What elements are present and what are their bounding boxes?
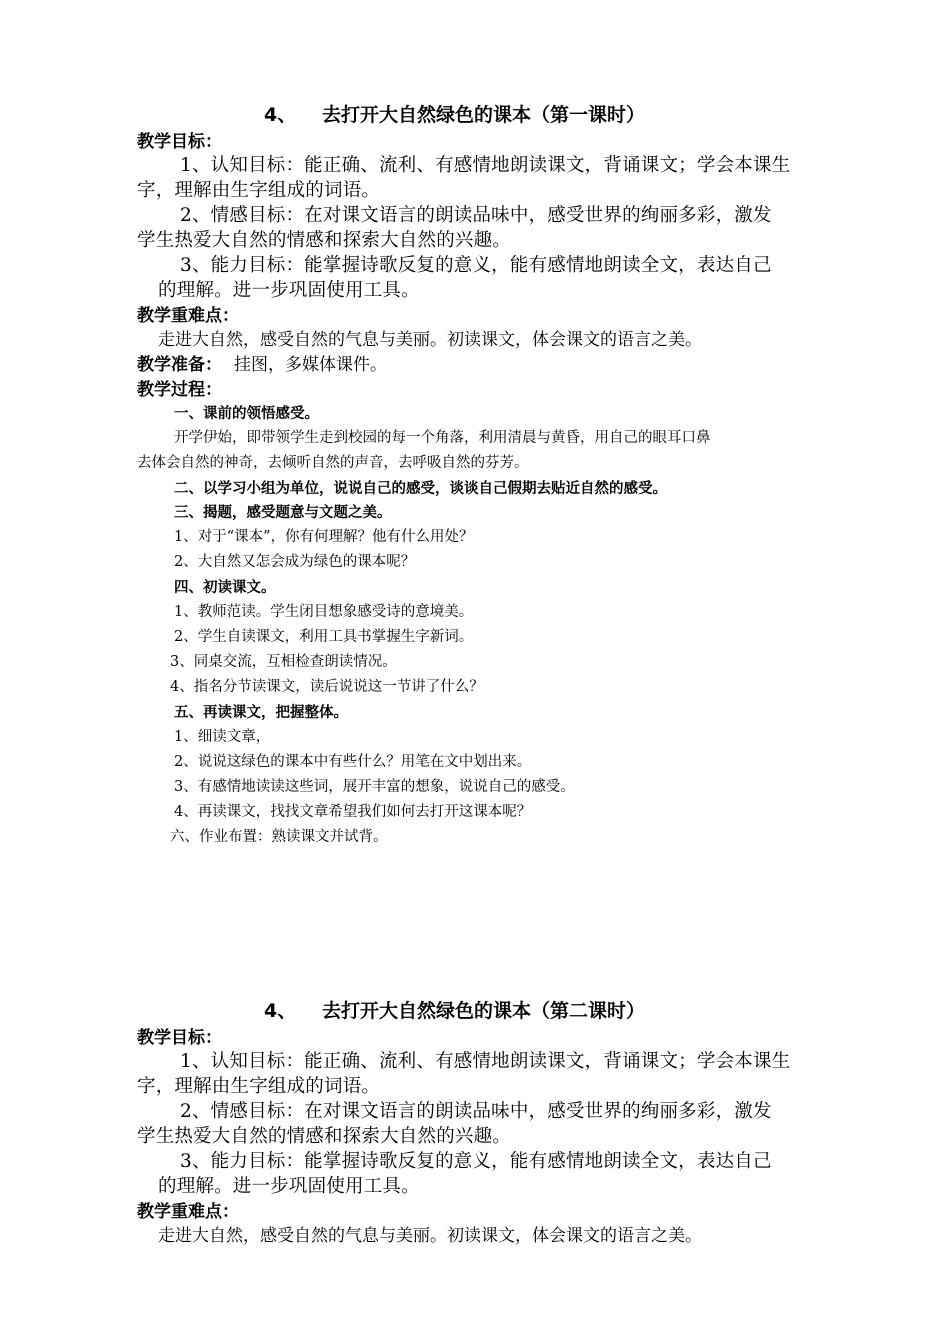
lesson1-section4-item4: 4、指名分节读课文，读后说说这一节讲了什么？ — [170, 679, 484, 695]
lesson2-goal3-line1: 3、能力目标：能掌握诗歌反复的意义，能有感情地朗读全文，表达自己 — [180, 1151, 772, 1172]
lesson1-section1-para-line1: 开学伊始，即带领学生走到校园的每一个角落，利用清晨与黄昏，用自己的眼耳口鼻 — [174, 430, 711, 446]
lesson1-section4-title: 四、初读课文。 — [174, 580, 276, 596]
lesson1-section4-item2: 2、学生自读课文，利用工具书掌握生字新词。 — [174, 629, 474, 645]
lesson1-section2-title: 二、以学习小组为单位，说说自己的感受，谈谈自己假期去贴近自然的感受。 — [174, 481, 667, 497]
lesson1-section3-item2: 2、大自然又怎会成为绿色的课本呢？ — [174, 554, 416, 570]
lesson2-title — [264, 996, 645, 1023]
lesson1-goal3-line2: 的理解。进一步巩固使用工具。 — [158, 280, 420, 301]
lesson2-goal1-line2: 字，理解由生字组成的词语。 — [137, 1076, 381, 1097]
lesson1-prep — [137, 350, 387, 375]
lesson1-title — [264, 100, 645, 127]
lesson1-section3-title: 三、揭题，感受题意与文题之美。 — [174, 505, 392, 521]
lesson1-section5-item3: 3、有感情地读读这些词，展开丰富的想象，说说自己的感受。 — [174, 779, 575, 795]
lesson1-title-number: 4、 — [264, 104, 297, 126]
lesson1-section5-item1: 1、细读文章， — [174, 729, 271, 745]
lesson1-section1-title: 一、课前的领悟感受。 — [174, 406, 319, 422]
lesson2-goals-label: 教学目标： — [137, 1028, 222, 1048]
lesson1-key-label: 教学重难点： — [137, 306, 239, 326]
lesson2-title-text: 去打开大自然绿色的课本（第二课时） — [322, 1000, 646, 1022]
lesson2-goal2-line1: 2、情感目标：在对课文语言的朗读品味中，感受世界的绚丽多彩，激发 — [180, 1101, 772, 1122]
lesson1-section6: 六、作业布置：熟读课文并试背。 — [170, 829, 388, 845]
lesson1-prep-label: 教学准备： — [137, 355, 222, 375]
lesson1-section1-para-line2: 去体会自然的神奇，去倾听自然的声音，去呼吸自然的芬芳。 — [137, 455, 529, 471]
lesson1-goals-label: 教学目标： — [137, 132, 222, 152]
lesson2-title-number: 4、 — [264, 1000, 297, 1022]
lesson1-section4-item1: 1、教师范读。学生闭目想象感受诗的意境美。 — [174, 604, 474, 620]
lesson1-title-text: 去打开大自然绿色的课本（第一课时） — [322, 104, 646, 126]
lesson1-goal2-line1: 2、情感目标：在对课文语言的朗读品味中，感受世界的绚丽多彩，激发 — [180, 205, 772, 226]
lesson1-key-text: 走进大自然，感受自然的气息与美丽。初读课文，体会课文的语言之美。 — [158, 330, 702, 350]
lesson2-goal3-line2: 的理解。进一步巩固使用工具。 — [158, 1176, 420, 1197]
lesson2-key-label: 教学重难点： — [137, 1202, 239, 1222]
lesson1-section4-item3: 3、同桌交流，互相检查朗读情况。 — [170, 654, 397, 670]
lesson1-section5-title: 五、再读课文，把握整体。 — [174, 705, 348, 721]
lesson1-goal1-line2: 字，理解由生字组成的词语。 — [137, 180, 381, 201]
lesson2-key-text: 走进大自然，感受自然的气息与美丽。初读课文，体会课文的语言之美。 — [158, 1226, 702, 1246]
lesson2-goal2-line2: 学生热爱大自然的情感和探索大自然的兴趣。 — [137, 1126, 512, 1147]
lesson2-goal1-line1: 1、认知目标：能正确、流利、有感情地朗读课文，背诵课文；学会本课生 — [180, 1051, 791, 1072]
lesson1-section5-item2: 2、说说这绿色的课本中有些什么？用笔在文中划出来。 — [174, 754, 532, 770]
lesson1-goal3-line1: 3、能力目标：能掌握诗歌反复的意义，能有感情地朗读全文，表达自己 — [180, 255, 772, 276]
lesson1-goal2-line2: 学生热爱大自然的情感和探索大自然的兴趣。 — [137, 230, 512, 251]
lesson1-goal1-line1: 1、认知目标：能正确、流利、有感情地朗读课文，背诵课文；学会本课生 — [180, 155, 791, 176]
lesson1-prep-text: 挂图，多媒体课件。 — [234, 355, 387, 375]
lesson1-process-label: 教学过程： — [137, 380, 222, 400]
lesson1-section5-item4: 4、再读课文，找找文章希望我们如何去打开这课本呢？ — [174, 804, 532, 820]
lesson1-section3-item1: 1、对于“课本”，你有何理解？他有什么用处？ — [174, 529, 474, 545]
